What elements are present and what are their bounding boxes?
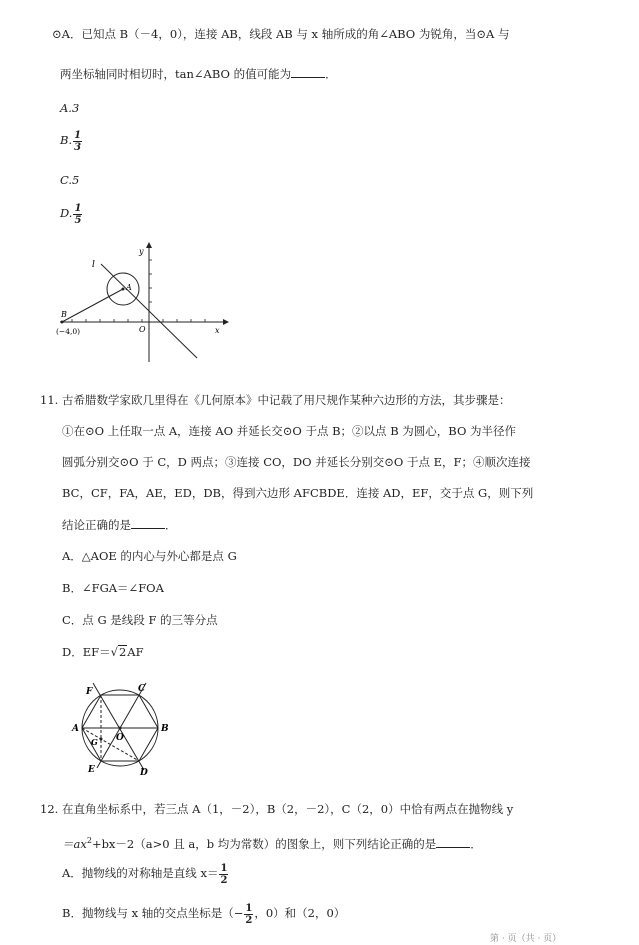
q12-stem-line1: 在直角坐标系中，若三点 A（1，－2），B（2，－2），C（2，0）中恰有两点在抛物线 y	[62, 802, 514, 816]
segment-ab	[62, 289, 123, 322]
q10-option-a[interactable]: A.3	[60, 101, 80, 115]
page-footer: 第 · 页（共 · 页）	[490, 934, 562, 944]
q12-option-b[interactable]: B．抛物线与 x 轴的交点坐标是（− $\frac{1}{2}$ ，0）和（2，0）	[62, 902, 346, 926]
q11-stem-line3: 圆弧分别交⊙O 于 C，D 两点；③连接 CO，DO 并延长分别交⊙O 于点 E，F；④顺次连接	[62, 455, 531, 469]
q11-option-a[interactable]: A．△AOE 的内心与外心都是点 G	[62, 549, 237, 563]
answer-blank	[131, 516, 165, 529]
q11-stem-line5: 结论正确的是 ．	[62, 518, 177, 532]
label-o: O	[116, 733, 124, 743]
answer-blank	[436, 835, 470, 848]
q11-hexagon-figure	[60, 672, 185, 787]
label-b-coord: (−4,0)	[56, 327, 81, 336]
q12-number: 12.	[40, 802, 59, 816]
point-b	[61, 321, 64, 324]
q11-stem-line4: BC，CF，FA，AE，ED，DB，得到六边形 AFCBDE．连接 AD，EF，交于点 G，则下列	[62, 486, 534, 500]
q11-number: 11.	[40, 393, 59, 407]
q10-option-d[interactable]: D. $\frac{1}{5}$	[60, 202, 82, 226]
q11-option-c[interactable]: C．点 G 是线段 F 的三等分点	[62, 613, 218, 627]
label-g: G	[91, 737, 98, 747]
label-o: O	[139, 325, 146, 334]
label-e: E	[88, 765, 95, 775]
label-l: l	[92, 260, 95, 270]
q11-stem-line2: ①在⊙O 上任取一点 A，连接 AO 并延长交⊙O 于点 B；②以点 B 为圆心，BO 为半径作	[62, 424, 517, 438]
label-d: D	[140, 768, 148, 778]
label-a: A	[72, 724, 79, 734]
line-ce	[97, 683, 146, 768]
q10-coordinate-figure	[55, 240, 230, 365]
label-c: C	[138, 684, 146, 694]
y-axis-arrow	[146, 242, 152, 248]
q11-stem-line1: 古希腊数学家欧几里得在《几何原本》中记载了用尺规作某种六边形的方法，其步骤是：	[62, 393, 511, 407]
label-y: y	[139, 247, 144, 256]
q11-option-d[interactable]: D．EF＝√2AF	[62, 645, 144, 659]
label-a: A	[126, 283, 132, 292]
label-b: B	[61, 310, 67, 319]
q12-stem-line2: $=ax^2+bx-2(a>0$ 且 a，b 均为常数）的图象上，则下列结论正确的是 ．	[62, 836, 482, 851]
label-f: F	[86, 687, 93, 697]
q12-option-a[interactable]: A．抛物线的对称轴是直线 x＝ $\frac{1}{2}$	[62, 862, 228, 886]
label-b: B	[161, 724, 169, 734]
label-x: x	[215, 326, 220, 335]
q10-option-b[interactable]: B. $\frac{1}{3}$	[60, 129, 82, 153]
x-axis-arrow	[223, 319, 229, 325]
q10-stem-line1: ⊙A．已知点 B（－4，0），连接 AB，线段 AB 与 x 轴所成的角∠ABO 为锐角，当⊙A 与	[52, 27, 510, 41]
q10-stem-line2: 两坐标轴同时相切时，tan∠ABO 的值可能为 ．	[60, 67, 337, 81]
answer-blank	[291, 65, 325, 78]
q11-option-b[interactable]: B．∠FGA＝∠FOA	[62, 581, 164, 595]
q10-option-c[interactable]: C.5	[60, 173, 80, 187]
